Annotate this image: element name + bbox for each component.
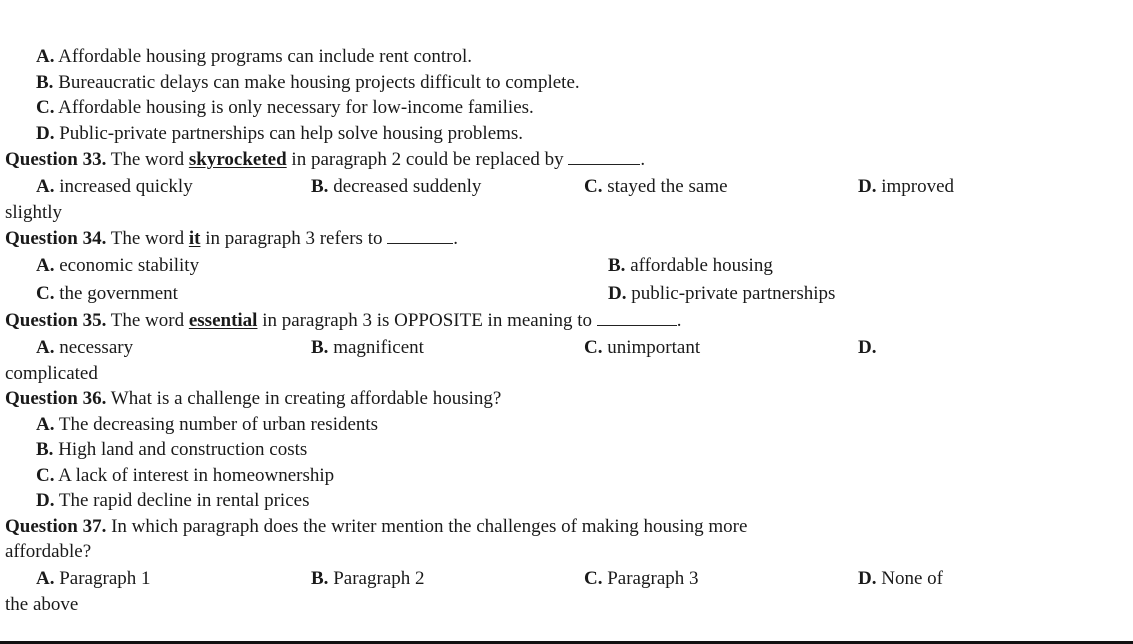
q32-option-a-letter: A. <box>36 46 55 67</box>
q35-option-c-text: unimportant <box>602 337 701 358</box>
q36-option-b <box>36 439 307 461</box>
q32-option-b <box>36 72 580 94</box>
q35-option-c-letter: C. <box>584 337 603 358</box>
q35-option-a-letter: A. <box>36 337 55 358</box>
q37-option-b <box>311 568 424 590</box>
q34-option-a-letter: A. <box>36 255 55 276</box>
q34-option-a-text: economic stability <box>54 255 200 276</box>
q35-option-b-letter: B. <box>311 337 329 358</box>
q37-option-c-text: Paragraph 3 <box>602 568 699 589</box>
q33-option-d-text: improved <box>876 176 955 197</box>
q35-blank <box>597 311 677 326</box>
q32-option-b-letter: B. <box>36 72 54 93</box>
q35-option-d-wrap: complicated <box>5 363 98 384</box>
q33-option-b-text: decreased suddenly <box>328 176 482 197</box>
q35-option-a-text: necessary <box>54 337 134 358</box>
q33-option-a-text: increased quickly <box>54 176 193 197</box>
q37-option-a-letter: A. <box>36 568 55 589</box>
q34-option-c-text: the government <box>54 283 178 304</box>
q34-option-b <box>608 255 773 277</box>
q37-option-d <box>858 568 943 590</box>
q34-stem <box>5 228 458 250</box>
q34-option-d-letter: D. <box>608 283 627 304</box>
q34-pre: The word <box>106 228 189 249</box>
q37-stem-wrap: affordable? <box>5 541 92 562</box>
q33-option-c <box>584 176 728 198</box>
q33-end: . <box>640 149 646 170</box>
q37-option-a <box>36 568 151 590</box>
q36-option-c-text: A lack of interest in homeownership <box>54 465 335 486</box>
q37-option-c-letter: C. <box>584 568 603 589</box>
q33-label: Question 33. <box>5 149 107 170</box>
q33-option-c-letter: C. <box>584 176 603 197</box>
q35-option-c <box>584 337 700 359</box>
q34-option-d <box>608 283 835 305</box>
q35-stem <box>5 310 682 332</box>
q36-text: What is a challenge in creating affordable housing? <box>106 388 502 409</box>
q32-option-c-text: Affordable housing is only necessary for low-income families. <box>54 97 534 118</box>
q37-option-c <box>584 568 699 590</box>
q35-post: in paragraph 3 is OPPOSITE in meaning to <box>257 310 597 331</box>
q35-option-b-text: magnificent <box>328 337 424 358</box>
q34-option-d-text: public-private partnerships <box>626 283 836 304</box>
q36-option-b-text: High land and construction costs <box>53 439 308 460</box>
q36-option-a <box>36 414 378 436</box>
q36-option-d-text: The rapid decline in rental prices <box>54 490 310 511</box>
q34-option-a <box>36 255 199 277</box>
q34-word: it <box>188 228 201 249</box>
q36-option-c-letter: C. <box>36 465 55 486</box>
q34-option-b-letter: B. <box>608 255 626 276</box>
q32-option-d-text: Public-private partnerships can help solve housing problems. <box>54 123 524 144</box>
q37-option-a-text: Paragraph 1 <box>54 568 151 589</box>
q33-option-b <box>311 176 481 198</box>
q33-word: skyrocketed <box>188 149 287 170</box>
q36-label: Question 36. <box>5 388 107 409</box>
q35-label: Question 35. <box>5 310 107 331</box>
q33-option-d-letter: D. <box>858 176 877 197</box>
q33-post: in paragraph 2 could be replaced by <box>286 149 569 170</box>
q36-option-c <box>36 465 334 487</box>
q35-option-a <box>36 337 133 359</box>
q33-option-a-letter: A. <box>36 176 55 197</box>
q34-blank <box>387 229 453 244</box>
q37-text: In which paragraph does the writer mention the challenges of making housing more <box>106 516 748 537</box>
q37-stem <box>5 516 747 538</box>
q37-option-d-text: None of <box>876 568 943 589</box>
q35-option-d <box>858 337 876 359</box>
q34-post: in paragraph 3 refers to <box>200 228 388 249</box>
q33-stem <box>5 149 645 171</box>
q37-option-d-letter: D. <box>858 568 877 589</box>
q33-blank <box>568 150 640 165</box>
q32-option-b-text: Bureaucratic delays can make housing projects difficult to complete. <box>53 72 580 93</box>
q34-option-c <box>36 283 178 305</box>
q35-option-d-letter: D. <box>858 337 877 358</box>
q36-option-d <box>36 490 309 512</box>
q35-end: . <box>676 310 682 331</box>
q34-option-c-letter: C. <box>36 283 55 304</box>
q37-label: Question 37. <box>5 516 107 537</box>
q34-end: . <box>453 228 458 249</box>
q37-option-b-letter: B. <box>311 568 329 589</box>
q36-option-a-letter: A. <box>36 414 55 435</box>
q32-option-c <box>36 97 534 119</box>
q34-option-b-text: affordable housing <box>625 255 773 276</box>
q33-option-c-text: stayed the same <box>602 176 728 197</box>
q35-word: essential <box>188 310 258 331</box>
q32-option-a-text: Affordable housing programs can include rent control. <box>54 46 473 67</box>
q37-option-d-wrap: the above <box>5 594 79 615</box>
q32-option-d-letter: D. <box>36 123 55 144</box>
q33-pre: The word <box>106 149 189 170</box>
q34-label: Question 34. <box>5 228 107 249</box>
q33-option-d <box>858 176 954 198</box>
q33-option-b-letter: B. <box>311 176 329 197</box>
q33-option-a <box>36 176 193 198</box>
q36-option-b-letter: B. <box>36 439 54 460</box>
q36-option-a-text: The decreasing number of urban residents <box>54 414 379 435</box>
q32-option-d <box>36 123 523 145</box>
q36-option-d-letter: D. <box>36 490 55 511</box>
q37-option-b-text: Paragraph 2 <box>328 568 425 589</box>
q36-stem <box>5 388 501 410</box>
q32-option-c-letter: C. <box>36 97 55 118</box>
q35-option-b <box>311 337 424 359</box>
q32-option-a <box>36 46 472 68</box>
q33-option-d-wrap: slightly <box>5 202 63 223</box>
q35-pre: The word <box>106 310 189 331</box>
